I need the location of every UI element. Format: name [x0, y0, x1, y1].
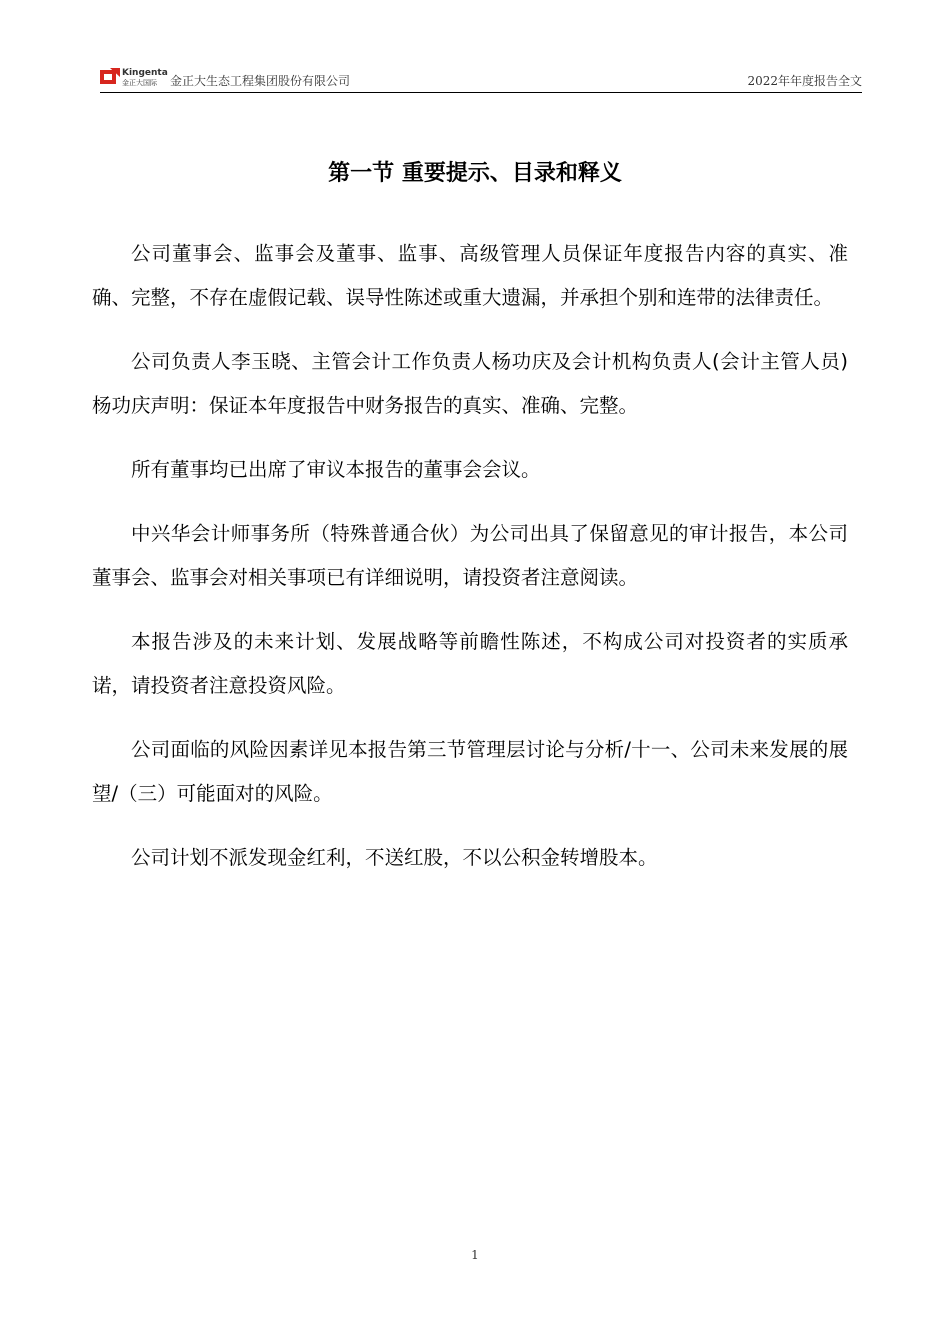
paragraph: 公司计划不派发现金红利，不送红股，不以公积金转增股本。 — [131, 846, 658, 869]
paragraph: 中兴华会计师事务所（特殊普通合伙）为公司出具了保留意见的审计报告，本公司董事会、监事会对相关事项已有详细说明，请投资者注意阅读。 — [92, 522, 848, 589]
logo-text-en: Kingenta — [122, 68, 168, 78]
page-number: 1 — [471, 1248, 479, 1262]
paragraph: 本报告涉及的未来计划、发展战略等前瞻性陈述，不构成公司对投资者的实质承诺，请投资者注意投资风险。 — [92, 630, 848, 697]
page-header — [100, 66, 862, 93]
paragraph: 所有董事均已出席了审议本报告的董事会会议。 — [131, 458, 541, 481]
notice-content — [92, 232, 848, 900]
section-title: 第一节 重要提示、目录和释义 — [328, 161, 622, 186]
company-name: 金正大生态工程集团股份有限公司 — [170, 74, 351, 88]
report-type: 2022年年度报告全文 — [747, 74, 862, 88]
paragraph: 公司面临的风险因素详见本报告第三节管理层讨论与分析/十一、公司未来发展的展望/（三）可能面对的风险。 — [92, 738, 848, 805]
logo-text-cn: 金正大国际 — [122, 79, 157, 87]
paragraph: 公司董事会、监事会及董事、监事、高级管理人员保证年度报告内容的真实、准确、完整，不存在虚假记载、误导性陈述或重大遗漏，并承担个别和连带的法律责任。 — [92, 242, 848, 309]
company-logo — [100, 68, 172, 88]
paragraph: 公司负责人李玉晓、主管会计工作负责人杨功庆及会计机构负责人(会计主管人员)杨功庆声明：保证本年度报告中财务报告的真实、准确、完整。 — [92, 350, 848, 417]
kingenta-logo-icon — [100, 68, 120, 86]
